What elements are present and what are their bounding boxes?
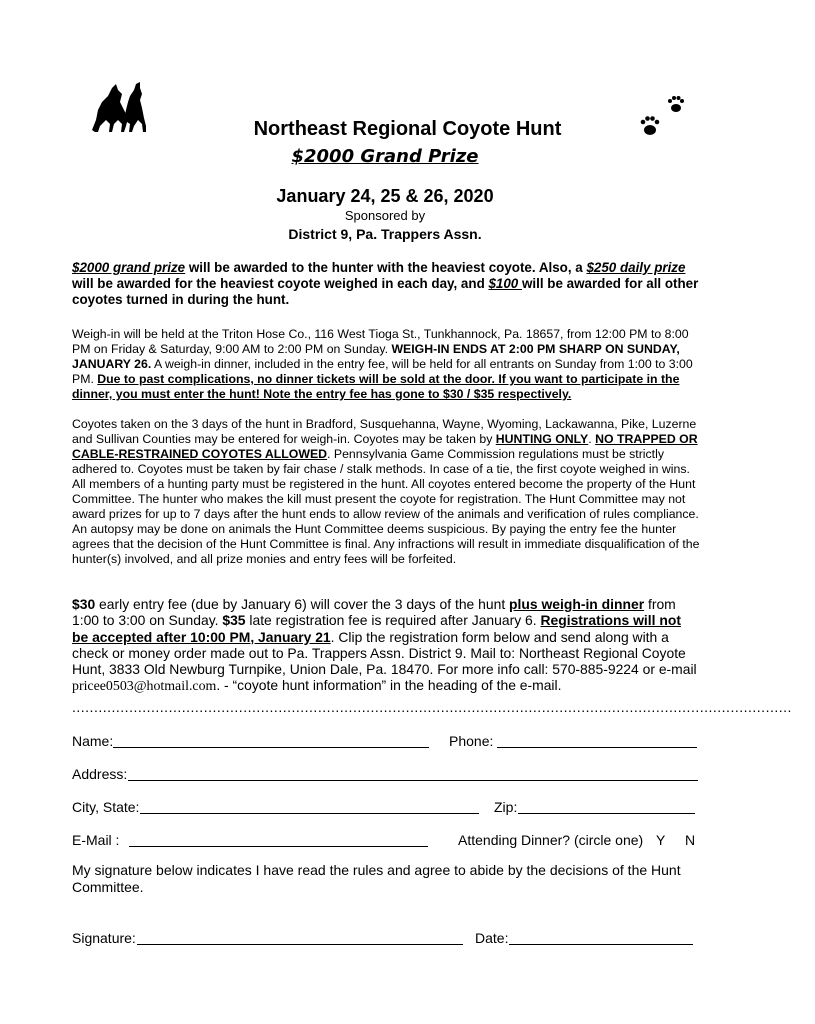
prize-text: will be awarded for all other coyotes turned in during the hunt. xyxy=(72,276,699,307)
fees-text: early entry fee (due by January 6) will cover the 3 days of the hunt xyxy=(95,596,510,612)
dinner-yes-option[interactable]: Y xyxy=(656,832,666,848)
cut-line-divider: .................................................................................................................................................................... xyxy=(72,699,792,715)
rules-text: . xyxy=(588,432,596,446)
city-state-field[interactable] xyxy=(140,813,479,814)
sponsored-by-label: Sponsored by xyxy=(344,208,426,223)
fees-text: late registration fee is required after January 6. xyxy=(245,612,541,629)
date-label: Date: xyxy=(475,930,509,946)
signature-label: Signature: xyxy=(72,930,136,946)
phone-label: Phone: xyxy=(449,733,494,749)
grand-prize-text: $2000 grand prize xyxy=(72,260,186,275)
weigh-in-text: Weigh-in will be held at the Triton Hose Co., 116 West Tioga St., Tunkhannock, Pa. 18657, from 12:00 PM to 8:00 PM on Friday & Saturday, 9:00 AM to 2:00 PM on Sunday. xyxy=(72,327,689,356)
fees-text: . Clip the registration form below and send along with a check or money order made out to Pa. Trappers Assn. District 9. Mail to: Northeast Regional Coyote Hunt, 3833 Old Newburg Turnpike, Union Dale, Pa. 18470. For more info call: 570-885-9224 or e-mail xyxy=(72,628,697,678)
late-fee: $35 xyxy=(222,612,246,629)
dinner-notice: Due to past complications, no dinner tickets will be sold at the door. If you want to participate in the dinner, you must enter the hunt! Note the entry fee has gone to $30 / $35 respectively. xyxy=(72,372,680,401)
name-label: Name: xyxy=(72,733,114,749)
phone-field[interactable] xyxy=(497,747,697,748)
zip-label: Zip: xyxy=(494,799,518,815)
registration-deadline: Registrations will not be accepted after 10:00 PM, January 21 xyxy=(72,612,681,645)
weigh-in-paragraph xyxy=(72,327,700,402)
no-trapped-text: NO TRAPPED OR CABLE-RESTRAINED COYOTES ALLOWED xyxy=(72,432,698,461)
address-field[interactable] xyxy=(128,780,698,781)
city-state-label: City, State: xyxy=(72,799,140,815)
dinner-included-text: plus weigh-in dinner xyxy=(509,596,645,612)
date-field[interactable] xyxy=(509,944,693,945)
fees-paragraph xyxy=(72,596,700,696)
rules-text: Coyotes taken on the 3 days of the hunt in Bradford, Susquehanna, Wayne, Wyoming, Lackawanna, Pike, Luzerne and Sullivan Counties may be entered for weigh-in. Coyotes may be taken by xyxy=(72,417,697,446)
hunt-dates: January 24, 25 & 26, 2020 xyxy=(276,186,494,206)
prize-text: will be awarded to the hunter with the heaviest coyote. Also, a xyxy=(185,260,587,275)
rules-text: . Pennsylvania Game Commission regulations must be strictly adhered to. Coyotes must be taken by fair chase / stalk methods. In case of a tie, the first coyote weighed in wins. All members of a hunting party must be registered in the hunt. All coyotes entered become the property of the Hunt Committee. The hunter who makes the kill must present the coyote for registration. The Hunt Committee may not award prizes for up to 7 days after the hunt ends to allow review of the animals and verification of rules compliance. An autopsy may be done on animals the Hunt Committee deems suspicious. By paying the entry fee the hunter agrees that the decision of the Hunt Committee is final. Any infractions will result in immediate disqualification of the hunter(s) involved, and all prize monies and entry fees will be forfeited. xyxy=(72,447,700,566)
email-label: E-Mail : xyxy=(72,832,120,848)
name-field[interactable] xyxy=(113,747,429,748)
email-field[interactable] xyxy=(129,846,428,847)
signature-statement: My signature below indicates I have read the rules and agree to abide by the decisions of the Hunt Committee. xyxy=(72,862,681,895)
attending-dinner-label: Attending Dinner? (circle one) xyxy=(458,832,644,848)
fees-text: from 1:00 to 3:00 on Sunday. xyxy=(72,596,676,629)
prize-paragraph xyxy=(72,260,700,308)
sponsor-name: District 9, Pa. Trappers Assn. xyxy=(288,226,482,242)
other-prize-text: $100 xyxy=(488,276,522,291)
address-label: Address: xyxy=(72,766,128,782)
early-fee: $30 xyxy=(72,596,96,612)
prize-text: will be awarded for the heaviest coyote weighed in each day, and xyxy=(72,276,489,291)
page-title: Northeast Regional Coyote Hunt xyxy=(253,118,562,140)
signature-field[interactable] xyxy=(137,944,463,945)
rules-paragraph xyxy=(72,417,700,567)
weigh-in-deadline: WEIGH-IN ENDS AT 2:00 PM SHARP ON SUNDAY, JANUARY 26. xyxy=(72,342,680,371)
weigh-in-text: A weigh-in dinner, included in the entry fee, will be held for all entrants on Sunday from 1:00 to 3:00 PM. xyxy=(72,357,693,386)
fees-text: . - “coyote hunt information” in the heading of the e-mail. xyxy=(216,677,562,694)
contact-email[interactable]: pricee0503@hotmail.com xyxy=(72,679,217,695)
daily-prize-text: $250 daily prize xyxy=(586,260,686,275)
zip-field[interactable] xyxy=(518,813,695,814)
grand-prize-heading: $2000 Grand Prize xyxy=(291,146,479,167)
dinner-no-option[interactable]: N xyxy=(685,832,696,848)
hunting-only-text: HUNTING ONLY xyxy=(495,432,589,446)
